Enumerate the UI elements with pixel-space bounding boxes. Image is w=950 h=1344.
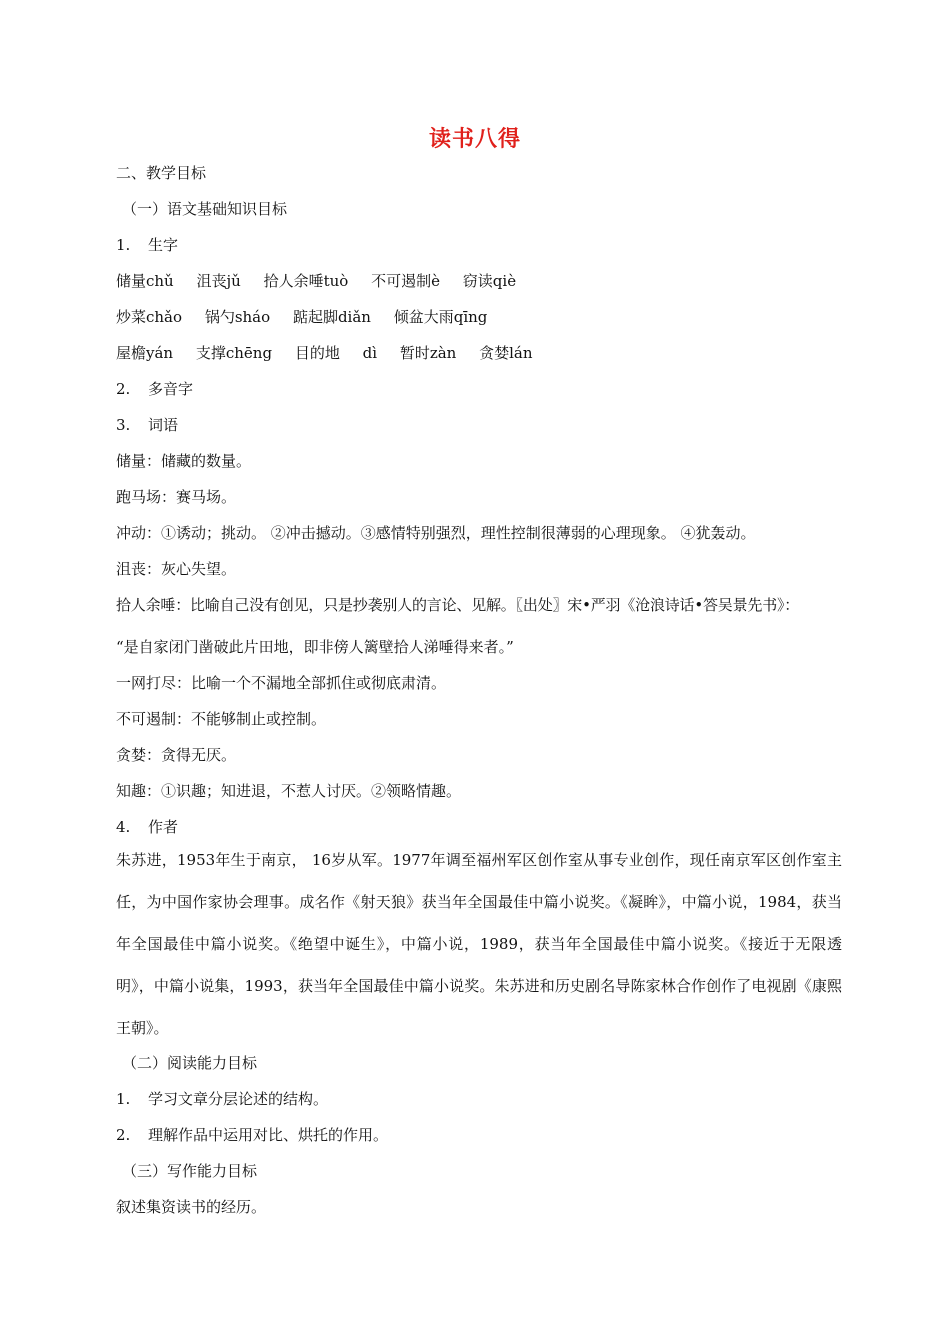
- item-number: 1.: [116, 236, 131, 254]
- list-item: [116, 1125, 388, 1145]
- char-entry: 倾盆大雨qīng: [393, 308, 488, 326]
- char-entry: 屋檐yán: [116, 344, 174, 362]
- list-item: [116, 1089, 328, 1109]
- char-entry: 炒菜chǎo: [116, 308, 183, 326]
- word-definition: 储量：储藏的数量。: [116, 452, 252, 470]
- char-entry: 锅勺sháo: [204, 308, 271, 326]
- chars-row: [116, 307, 487, 327]
- item-number: 1.: [116, 1090, 131, 1108]
- item-text: 词语: [148, 416, 179, 434]
- item-text: 理解作品中运用对比、烘托的作用。: [148, 1126, 389, 1144]
- char-entry: 不可遏制è: [371, 272, 441, 290]
- char-entry: 储量chǔ: [116, 272, 174, 290]
- char-entry: 拾人余唾tuò: [263, 272, 349, 290]
- paragraph: 叙述集资读书的经历。: [116, 1198, 267, 1216]
- subsection-heading: （一）语文基础知识目标: [122, 200, 288, 218]
- item-number: 2.: [116, 380, 131, 398]
- subsection-heading: （三）写作能力目标: [122, 1162, 258, 1180]
- char-entry: 暂时zàn: [399, 344, 457, 362]
- item-text: 学习文章分层论述的结构。: [148, 1090, 329, 1108]
- chars-row: [116, 343, 533, 363]
- item-text: 生字: [148, 236, 179, 254]
- section-heading: 二、教学目标: [116, 164, 207, 182]
- char-entry: 踮起脚diǎn: [292, 308, 371, 326]
- word-definition: 知趣：①识趣；知进退，不惹人讨厌。②领略情趣。: [116, 782, 462, 800]
- char-entry: 目的地: [294, 344, 340, 362]
- char-entry: dì: [362, 344, 378, 362]
- item-number: 4.: [116, 818, 131, 836]
- char-entry: 支撑chēng: [195, 344, 273, 362]
- chars-row: [116, 271, 516, 291]
- word-definition: 不可遏制：不能够制止或控制。: [116, 710, 327, 728]
- word-definition: 冲动：①诱动；挑动。 ②冲击撼动。③感情特别强烈，理性控制很薄弱的心理现象。 ④犹轰动。: [116, 524, 756, 542]
- item-text: 多音字: [148, 380, 194, 398]
- list-item: [116, 817, 178, 837]
- list-item: [116, 415, 178, 435]
- word-definition: 贪婪：贪得无厌。: [116, 746, 237, 764]
- item-text: 作者: [148, 818, 179, 836]
- char-entry: 沮丧jǔ: [196, 272, 241, 290]
- list-item: [116, 235, 178, 255]
- word-definition: 一网打尽：比喻一个不漏地全部抓住或彻底肃清。: [116, 674, 447, 692]
- item-number: 3.: [116, 416, 131, 434]
- char-entry: 窃读qiè: [462, 272, 517, 290]
- item-number: 2.: [116, 1126, 131, 1144]
- word-definition: 跑马场：赛马场。: [116, 488, 237, 506]
- list-item: [116, 379, 193, 399]
- word-definition: 拾人余唾：比喻自己没有创见，只是抄袭别人的言论、见解。〖出处〗宋•严羽《沧浪诗话•答吴景先书》：: [116, 596, 800, 614]
- word-definition-quote: “是自家闭门凿破此片田地，即非傍人篱壁拾人涕唾得来者。”: [116, 638, 514, 656]
- page-title: 读书八得: [428, 126, 521, 152]
- char-entry: 贪婪lán: [479, 344, 533, 362]
- subsection-heading: （二）阅读能力目标: [122, 1054, 258, 1072]
- word-definition: 沮丧：灰心失望。: [116, 560, 237, 578]
- author-paragraph: 朱苏进，1953年生于南京， 16岁从军。1977年调至福州军区创作室从事专业创作，现任南京军区创作室主任，为中国作家协会理事。成名作《射天狼》获当年全国最佳中篇小说奖。《凝眸》，中篇小说，1984，获当年全国最佳中篇小说奖。《绝望中诞生》，中篇小说，1989，获当年全国最佳中篇小说奖。《接近于无限透明》，中篇小说集，1993，获当年全国最佳中篇小说奖。朱苏进和历史剧名导陈家林合作创作了电视剧《康熙王朝》。: [116, 851, 842, 1037]
